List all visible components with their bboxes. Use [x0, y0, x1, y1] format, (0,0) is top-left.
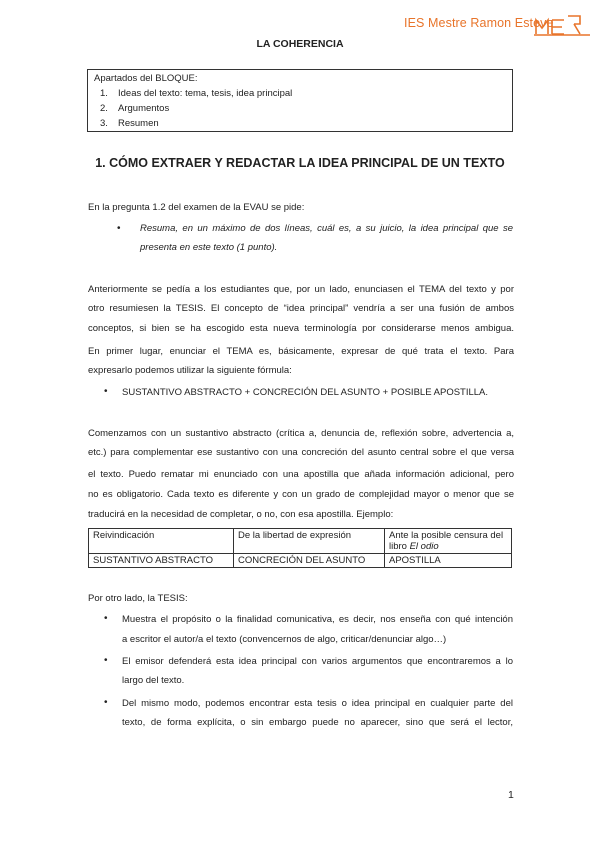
paragraph-line: Comenzamos con un sustantivo abstracto (crítica a, denuncia de, reflexión sobre, advertencia a,	[88, 428, 514, 439]
paragraph-line: traducirá en la necesidad de completar, o no, con esa apostilla. Ejemplo:	[88, 509, 394, 520]
section-heading: 1. CÓMO EXTRAER Y REDACTAR LA IDEA PRINCIPAL DE UN TEXTO	[95, 156, 505, 170]
paragraph-line: Anteriormente se pedía a los estudiantes que, por un lado, enunciasen el TEMA del texto y por	[88, 284, 514, 295]
book-title: El odio	[409, 541, 439, 552]
paragraph-line: no es obligatorio. Cada texto es diferente y con un grado de complejidad mayor o menor que se	[88, 489, 514, 500]
quote-line: presenta en este texto (1 punto).	[140, 242, 278, 253]
table-cell: CONCRECIÓN DEL ASUNTO	[234, 554, 385, 568]
box-item-number: 2.	[100, 103, 108, 114]
block-sections-box	[87, 69, 513, 132]
school-logo	[404, 12, 594, 38]
table-cell: APOSTILLA	[385, 554, 512, 568]
table-row	[89, 529, 512, 554]
logo-mark-icon	[532, 14, 592, 36]
paragraph-line: otro resumiesen la TESIS. El concepto de “idea principal” vendría a ser una fusión de ambos	[88, 303, 514, 314]
box-item-text: Argumentos	[118, 103, 170, 114]
quote-line: Resuma, en un máximo de dos líneas, cuál es, a su juicio, la idea principal que se	[140, 223, 513, 234]
tesis-bullet-line: Del mismo modo, podemos encontrar esta tesis o idea principal en cualquier parte del	[122, 698, 513, 709]
box-heading: Apartados del BLOQUE:	[94, 73, 198, 84]
table-cell-text: Ante la posible censura del	[389, 530, 504, 541]
table-cell: Reivindicación	[89, 529, 234, 554]
table-row	[89, 554, 512, 568]
box-item	[100, 118, 159, 129]
paragraph-line: expresarlo podemos utilizar la siguiente fórmula:	[88, 365, 292, 376]
paragraph-line: conceptos, si bien se ha escogido esta nueva terminología por considerarse menos ambigua.	[88, 323, 514, 334]
paragraph-line: En primer lugar, enunciar el TEMA es, básicamente, expresar de qué trata el texto. Para	[88, 346, 514, 357]
box-item-number: 3.	[100, 118, 108, 129]
tesis-bullet-line: texto, de forma explícita, o sin embargo puede no aparecer, sino que será el lector,	[122, 717, 513, 728]
table-cell-text: libro	[389, 541, 410, 552]
paragraph-line: el texto. Puedo rematar mi enunciado con una apostilla que añada información adicional, pero	[88, 469, 514, 480]
tesis-bullet-line: El emisor defenderá esta idea principal con varios argumentos que encontraremos a lo	[122, 656, 513, 667]
box-item-number: 1.	[100, 88, 108, 99]
page-number: 1	[508, 789, 514, 801]
box-item-text: Resumen	[118, 118, 159, 129]
bullet-dot-icon: •	[104, 386, 108, 397]
tesis-bullet-line: Muestra el propósito o la finalidad comunicativa, es decir, nos enseña con qué intención	[122, 614, 513, 625]
box-item-text: Ideas del texto: tema, tesis, idea principal	[118, 88, 293, 99]
tesis-intro: Por otro lado, la TESIS:	[88, 593, 188, 604]
bullet-dot-icon: •	[104, 697, 108, 708]
box-item	[100, 88, 292, 99]
bullet-dot-icon: •	[117, 223, 121, 234]
box-item	[100, 103, 169, 114]
table-cell: SUSTANTIVO ABSTRACTO	[89, 554, 234, 568]
logo-ies: IES	[404, 16, 425, 30]
logo-school-name: Mestre Ramon Esteve	[428, 16, 554, 30]
tesis-bullet-line: a escritor el autor/a el texto (convencernos de algo, criticar/denunciar algo…)	[122, 634, 447, 645]
formula-text: SUSTANTIVO ABSTRACTO + CONCRECIÓN DEL ASUNTO + POSIBLE APOSTILLA.	[122, 387, 489, 398]
table-cell	[385, 529, 512, 554]
paragraph-line: etc.) para complementar ese sustantivo con una concreción del asunto central sobre el que versa	[88, 447, 514, 458]
intro-text: En la pregunta 1.2 del examen de la EVAU se pide:	[88, 202, 305, 213]
table-cell: De la libertad de expresión	[234, 529, 385, 554]
bullet-dot-icon: •	[104, 655, 108, 666]
document-title: LA COHERENCIA	[256, 38, 344, 50]
example-table	[88, 528, 512, 568]
tesis-bullet-line: largo del texto.	[122, 675, 185, 686]
bullet-dot-icon: •	[104, 613, 108, 624]
